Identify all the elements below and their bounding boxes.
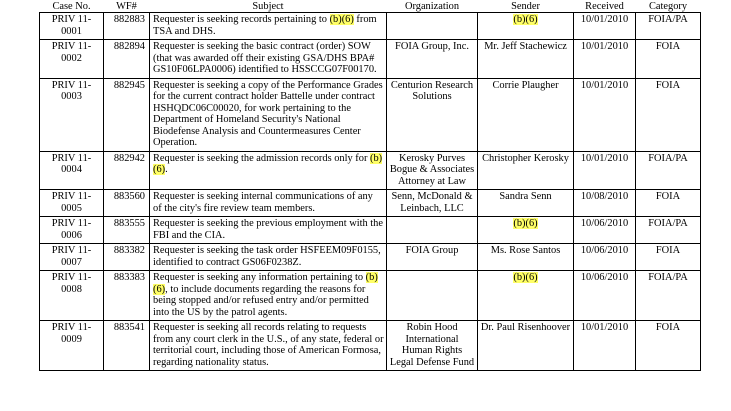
case-number-cell xyxy=(40,40,104,79)
received-date: 10/01/2010 xyxy=(580,152,629,164)
subject-text: Requester is seeking any information pertaining to xyxy=(153,272,366,283)
sender-cell xyxy=(478,190,574,217)
header-case-no: Case No. xyxy=(52,1,91,12)
table-row xyxy=(40,217,701,244)
case-number: PRIV 11-0001 xyxy=(51,14,92,37)
wf-number-cell xyxy=(104,244,150,271)
wf-number: 882894 xyxy=(113,41,145,52)
table-row xyxy=(40,244,701,271)
received-date: 10/01/2010 xyxy=(580,322,629,333)
organization-cell xyxy=(387,151,478,190)
received-date: 10/08/2010 xyxy=(580,191,629,202)
subject-cell xyxy=(150,217,387,244)
received-date: 10/01/2010 xyxy=(580,79,629,91)
category: FOIA/PA xyxy=(648,218,688,229)
case-number-cell xyxy=(40,78,104,151)
wf-number: 882945 xyxy=(113,79,145,91)
sender-cell xyxy=(478,217,574,244)
sender-cell xyxy=(478,40,574,79)
subject-text: Requester is seeking internal communications of any of the city's fire review team members. xyxy=(153,191,373,214)
category-cell xyxy=(636,217,701,244)
header-subject: Subject xyxy=(252,1,284,12)
category-cell xyxy=(636,244,701,271)
organization-cell xyxy=(387,321,478,371)
organization: FOIA Group xyxy=(405,245,459,256)
organization-cell xyxy=(387,271,478,321)
table-row xyxy=(40,40,701,79)
received-date-cell xyxy=(574,78,636,151)
header-organization: Organization xyxy=(404,1,460,12)
case-number: PRIV 11-0004 xyxy=(51,152,92,175)
received-date: 10/06/2010 xyxy=(580,218,629,229)
subject-cell xyxy=(150,151,387,190)
wf-number: 883541 xyxy=(113,322,145,333)
subject-text: Requester is seeking a copy of the Performance Grades for the current contract holder Battelle under contract HSHQDC06C00020, for work pertaining to the Department of Homeland Security's National Biodefense Analysis and Countermeasures Center Operation. xyxy=(153,79,383,148)
wf-number-cell xyxy=(104,40,150,79)
header-wf: WF# xyxy=(116,1,137,12)
table-row xyxy=(40,190,701,217)
organization: FOIA Group, Inc. xyxy=(395,41,469,52)
received-date-cell xyxy=(574,151,636,190)
sender-redaction: (b)(6) xyxy=(513,218,538,229)
organization-cell xyxy=(387,217,478,244)
case-number: PRIV 11-0003 xyxy=(51,79,92,102)
received-date-cell xyxy=(574,217,636,244)
sender-cell xyxy=(478,151,574,190)
wf-number: 882942 xyxy=(113,152,145,164)
case-number-cell xyxy=(40,217,104,244)
case-number-cell xyxy=(40,321,104,371)
subject-text: Requester is seeking the admission records only for xyxy=(153,152,371,164)
wf-number: 883555 xyxy=(113,218,145,229)
category-cell xyxy=(636,151,701,190)
case-number-cell xyxy=(40,271,104,321)
sender: Corrie Plaugher xyxy=(492,79,559,91)
subject-text-continued: from TSA and DHS. xyxy=(153,14,377,37)
case-number-cell xyxy=(40,244,104,271)
foia-log-page xyxy=(39,2,701,371)
organization: Kerosky Purves Bogue & Associates Attorney at Law xyxy=(389,152,475,187)
sender-redaction: (b)(6) xyxy=(513,272,538,283)
organization: Robin Hood International Human Rights Legal Defense Fund xyxy=(389,322,475,368)
received-date-cell xyxy=(574,321,636,371)
category: FOIA xyxy=(655,79,681,91)
sender-cell xyxy=(478,271,574,321)
sender-cell xyxy=(478,244,574,271)
header-row xyxy=(40,2,701,13)
sender-cell xyxy=(478,13,574,40)
subject-text: Requester is seeking records pertaining to xyxy=(153,14,330,25)
wf-number-cell xyxy=(104,271,150,321)
received-date: 10/06/2010 xyxy=(580,272,629,283)
subject-cell xyxy=(150,40,387,79)
received-date-cell xyxy=(574,13,636,40)
table-row xyxy=(40,321,701,371)
case-number-cell xyxy=(40,151,104,190)
table-row xyxy=(40,78,701,151)
table-row xyxy=(40,271,701,321)
category-cell xyxy=(636,321,701,371)
wf-number-cell xyxy=(104,13,150,40)
foia-request-table xyxy=(39,2,701,371)
sender: Sandra Senn xyxy=(499,191,552,202)
category: FOIA xyxy=(655,191,681,202)
received-date: 10/06/2010 xyxy=(580,245,629,256)
case-number: PRIV 11-0002 xyxy=(51,41,92,64)
subject-cell xyxy=(150,78,387,151)
subject-redaction: (b)(6) xyxy=(153,272,378,295)
subject-redaction: (b)(6) xyxy=(153,152,383,175)
category: FOIA xyxy=(655,41,681,52)
wf-number-cell xyxy=(104,217,150,244)
wf-number-cell xyxy=(104,78,150,151)
sender-cell xyxy=(478,78,574,151)
sender-redaction: (b)(6) xyxy=(513,14,538,25)
subject-text: Requester is seeking the task order HSFEEM09F0155, identified to contract GS06F0238Z. xyxy=(153,245,381,268)
organization-cell xyxy=(387,78,478,151)
case-number: PRIV 11-0008 xyxy=(51,272,92,295)
case-number: PRIV 11-0005 xyxy=(51,191,92,214)
case-number-cell xyxy=(40,13,104,40)
organization-cell xyxy=(387,40,478,79)
category: FOIA xyxy=(655,245,681,256)
subject-text: Requester is seeking all records relating to requests from any court clerk in the U.S., of any state, federal or territorial court, including those of American Formosa, regarding nationality status. xyxy=(153,322,384,368)
received-date-cell xyxy=(574,244,636,271)
received-date: 10/01/2010 xyxy=(580,14,629,25)
subject-text-continued: , to include documents regarding the reasons for being stopped and/or refused entry and/or permitted into the US by the patrol agents. xyxy=(153,283,369,318)
subject-redaction: (b)(6) xyxy=(329,14,354,25)
wf-number: 883560 xyxy=(113,191,145,202)
category: FOIA/PA xyxy=(648,272,688,283)
category: FOIA/PA xyxy=(648,14,688,25)
case-number: PRIV 11-0007 xyxy=(51,245,92,268)
table-body xyxy=(40,13,701,371)
received-date: 10/01/2010 xyxy=(580,41,629,52)
case-number: PRIV 11-0006 xyxy=(51,218,92,241)
organization-cell xyxy=(387,190,478,217)
wf-number: 883382 xyxy=(113,245,145,256)
sender: Christopher Kerosky xyxy=(482,152,569,164)
subject-text-continued: . xyxy=(165,164,168,175)
organization-cell xyxy=(387,244,478,271)
category-cell xyxy=(636,78,701,151)
organization: Centurion Research Solutions xyxy=(390,79,474,102)
sender: Ms. Rose Santos xyxy=(490,245,561,256)
table-row xyxy=(40,151,701,190)
wf-number-cell xyxy=(104,190,150,217)
received-date-cell xyxy=(574,271,636,321)
sender-cell xyxy=(478,321,574,371)
category-cell xyxy=(636,40,701,79)
sender: Dr. Paul Risenhoover xyxy=(480,322,571,333)
organization-cell xyxy=(387,13,478,40)
subject-cell xyxy=(150,271,387,321)
category-cell xyxy=(636,13,701,40)
organization: Senn, McDonald & Leinbach, LLC xyxy=(391,191,473,214)
wf-number-cell xyxy=(104,151,150,190)
subject-text: Requester is seeking the previous employment with the FBI and the CIA. xyxy=(153,218,383,241)
wf-number: 882883 xyxy=(113,14,145,25)
subject-text: Requester is seeking the basic contract (order) SOW (that was awarded off their existing GSA/DHS BPA# GS10F06LPA0006) identified to HSSCCG07F00170. xyxy=(153,41,377,75)
category: FOIA xyxy=(655,322,681,333)
header-received: Received xyxy=(585,1,624,12)
subject-cell xyxy=(150,244,387,271)
case-number: PRIV 11-0009 xyxy=(51,322,92,345)
case-number-cell xyxy=(40,190,104,217)
received-date-cell xyxy=(574,40,636,79)
subject-cell xyxy=(150,321,387,371)
sender: Mr. Jeff Stachewicz xyxy=(484,41,567,52)
subject-cell xyxy=(150,13,387,40)
wf-number: 883383 xyxy=(113,272,145,283)
category: FOIA/PA xyxy=(648,152,688,164)
header-category: Category xyxy=(648,1,688,12)
subject-cell xyxy=(150,190,387,217)
wf-number-cell xyxy=(104,321,150,371)
received-date-cell xyxy=(574,190,636,217)
category-cell xyxy=(636,190,701,217)
header-sender: Sender xyxy=(511,1,540,12)
table-row xyxy=(40,13,701,40)
category-cell xyxy=(636,271,701,321)
